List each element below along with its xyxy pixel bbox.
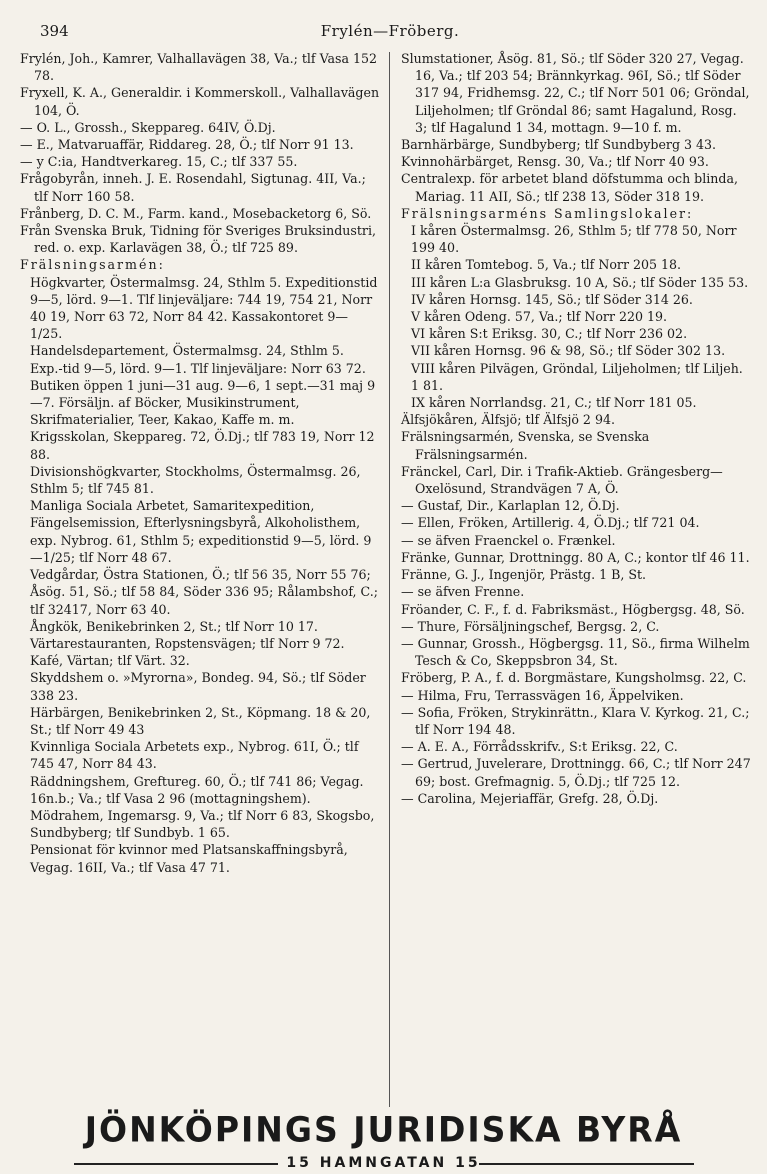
entry: — Carolina, Mejeriaffär, Grefg. 28, Ö.Dj. (401, 790, 659, 806)
entry: — O. L., Grossh., Skeppareg. 64IV, Ö.Dj. (20, 119, 276, 135)
running-title: Frylén—Fröberg. (320, 22, 460, 40)
decorative-rule (479, 1163, 694, 1165)
entry: — y C:ia, Handtverkareg. 15, C.; tlf 337 55. (20, 154, 298, 170)
entry: — Thure, Försäljningschef, Bergsg. 2, C. (401, 618, 660, 634)
entry: II kåren Tomtebog. 5, Va.; tlf Norr 205 18. (411, 257, 682, 273)
entry: Fränckel, Carl, Dir. i Trafik-Aktieb. Grängesberg—Oxelösund, Strandvägen 7 A, Ö. (401, 463, 723, 497)
entry: Ångkök, Benikebrinken 2, St.; tlf Norr 10 17. (30, 618, 318, 634)
entry: V kåren Odeng. 57, Va.; tlf Norr 220 19. (411, 309, 668, 325)
section-heading: Frälsningsarméns Samlingslokaler: (401, 205, 694, 221)
entry: Mödrahem, Ingemarsg. 9, Va.; tlf Norr 6 83, Skogsbo, Sundbyberg; tlf Sundbyb. 1 65. (30, 807, 375, 841)
entry: — Sofia, Fröken, Strykinrättn., Klara V. Kyrkog. 21, C.; tlf Norr 194 48. (401, 704, 750, 737)
entry: VII kåren Hornsg. 96 & 98, Sö.; tlf Söder 302 13. (411, 343, 726, 359)
entry: Krigsskolan, Skeppareg. 72, Ö.Dj.; tlf 783 19, Norr 12 88. (30, 429, 375, 462)
decorative-rule (74, 1163, 289, 1165)
right-column (401, 50, 751, 807)
entry: — se äfven Fraenckel o. Frænkel. (401, 532, 616, 548)
advertisement (0, 1110, 767, 1174)
entry: — E., Matvaruaffär, Riddareg. 28, Ö.; tlf Norr 91 13. (20, 137, 354, 153)
entry: Frågobyrån, inneh. J. E. Rosendahl, Sigtunag. 4II, Va.; tlf Norr 160 58. (20, 171, 366, 204)
entry: Vedgårdar, Östra Stationen, Ö.; tlf 56 35, Norr 55 76; Åsög. 51, Sö.; tlf 58 84, Söder 336 95; Rålambshof, C.; tlf 32417, Norr 63 40. (30, 567, 378, 617)
entry: — Gustaf, Dir., Karlaplan 12, Ö.Dj. (401, 498, 620, 514)
entry: Divisionshögkvarter, Stockholms, Östermalmsg. 26, Sthlm 5; tlf 745 81. (30, 463, 361, 497)
entry: Handelsdepartement, Östermalmsg. 24, Sthlm 5. Exp.-tid 9—5, lörd. 9—1. Tlf linjeväljare: Norr 63 72. Butiken öppen 1 juni—31 aug. 9—6, 1 sept.—31 maj 9—7. Försäljn. af Böcker, Musikinstrument, Skrifmaterialier, Teer, Kakao, Kaffe m. m. (30, 343, 376, 428)
entry: I kåren Östermalmsg. 26, Sthlm 5; tlf 778 50, Norr 199 40. (411, 223, 737, 256)
entry: — Ellen, Fröken, Artillerig. 4, Ö.Dj.; tlf 721 04. (401, 515, 700, 531)
entry: VIII kåren Pilvägen, Gröndal, Liljeholmen; tlf Liljeh. 1 81. (411, 360, 743, 393)
entry: Fröander, C. F., f. d. Fabriksmäst., Högbergsg. 48, Sö. (401, 601, 745, 617)
entry: — Hilma, Fru, Terrassvägen 16, Äppelviken. (401, 687, 684, 703)
entry: — A. E. A., Förrådsskrifv., S:t Eriksg. 22, C. (401, 739, 678, 755)
entry: Skyddshem o. »Myrorna», Bondeg. 94, Sö.; tlf Söder 338 23. (30, 670, 366, 703)
section-heading: Frälsningsarmén: (20, 257, 165, 273)
entry: Frälsningsarmén, Svenska, se Svenska Frälsningsarmén. (401, 429, 650, 462)
page-header (40, 22, 740, 44)
entry: Högkvarter, Östermalmsg. 24, Sthlm 5. Expeditionstid 9—5, lörd. 9—1. Tlf linjeväljare: 744 19, 754 21, Norr 40 19, Norr 63 72, Norr 84 42. Kassakontoret 9—1/25. (30, 274, 378, 342)
entry: VI kåren S:t Eriksg. 30, C.; tlf Norr 236 02. (411, 326, 688, 342)
page-number: 394 (40, 22, 69, 40)
entry: Kvinnliga Sociala Arbetets exp., Nybrog. 61I, Ö.; tlf 745 47, Norr 84 43. (30, 739, 359, 772)
entry: Räddningshem, Greftureg. 60, Ö.; tlf 741 86; Vegag. 16n.b.; Va.; tlf Vasa 2 96 (mottagningshem). (30, 773, 364, 806)
entry: — se äfven Frenne. (401, 584, 525, 600)
entry: — Gertrud, Juvelerare, Drottningg. 66, C.; tlf Norr 247 69; bost. Grefmagnig. 5, Ö.Dj.; tlf 725 12. (401, 756, 751, 789)
entry: Barnhärbärge, Sundbyberg; tlf Sundbyberg 3 43. (401, 137, 717, 153)
entry: Kvinnohärbärget, Rensg. 30, Va.; tlf Norr 40 93. (401, 154, 709, 170)
advert-address: 15 HAMNGATAN 15 (278, 1155, 488, 1171)
entry: Centralexp. för arbetet bland döfstumma och blinda, Mariag. 11 AII, Sö.; tlf 238 13, Söder 318 19. (401, 171, 738, 204)
entry: Pensionat för kvinnor med Platsanskaffningsbyrå, Vegag. 16II, Va.; tlf Vasa 47 71. (30, 842, 348, 875)
entry: Fränne, G. J., Ingenjör, Prästg. 1 B, St. (401, 567, 647, 583)
entry: IX kåren Norrlandsg. 21, C.; tlf Norr 181 05. (411, 395, 697, 411)
column-divider (389, 52, 390, 1107)
entry: Fröberg, P. A., f. d. Borgmästare, Kungsholmsg. 22, C. (401, 670, 747, 686)
entry: Värtarestauranten, Ropstensvägen; tlf Norr 9 72. Kafé, Värtan; tlf Värt. 32. (30, 635, 345, 669)
entry: Härbärgen, Benikebrinken 2, St., Köpmang. 18 & 20, St.; tlf Norr 49 43 (30, 704, 371, 737)
entry: Manliga Sociala Arbetet, Samaritexpedition, Fängelsemission, Efterlysningsbyrå, Alkoholisthem, exp. Nybrog. 61, Sthlm 5; expeditionstid 9—5, lörd. 9—1/25; tlf Norr 48 67. (30, 498, 372, 565)
advert-address-line (24, 1152, 744, 1174)
entry: Frylén, Joh., Kamrer, Valhallavägen 38, Va.; tlf Vasa 152 78. (20, 51, 378, 84)
entry: III kåren L:a Glasbruksg. 10 A, Sö.; tlf Söder 135 53. (411, 274, 749, 290)
entry: Fränke, Gunnar, Drottningg. 80 A, C.; kontor tlf 46 11. (401, 549, 750, 565)
entry: — Gunnar, Grossh., Högbergsg. 11, Sö., firma Wilhelm Tesch & Co, Skeppsbron 34, St. (401, 635, 750, 669)
entry: Slumstationer, Åsög. 81, Sö.; tlf Söder 320 27, Vegag. 16, Va.; tlf 203 54; Brännkyrkag. 96I, Sö.; tlf Söder 317 94, Fridhemsg. 22, C.; tlf Norr 501 06; Gröndal, Liljeholmen; tlf Gröndal 86; samt Hagalund, Rosg. 3; tlf Hagalund 1 34, mottagn. 9—10 f. m. (401, 51, 750, 135)
left-column (20, 50, 380, 876)
entry: Frånberg, D. C. M., Farm. kand., Mosebacketorg 6, Sö. (20, 205, 372, 221)
entry: Fryxell, K. A., Generaldir. i Kommerskoll., Valhallavägen 104, Ö. (20, 85, 380, 118)
advert-title: JÖNKÖPINGS JURIDISKA BYRÅ (84, 1109, 683, 1150)
entry: Älfsjökåren, Älfsjö; tlf Älfsjö 2 94. (401, 412, 615, 428)
entry: Från Svenska Bruk, Tidning för Sveriges Bruksindustri, red. o. exp. Karlavägen 38, Ö.; tlf 725 89. (20, 223, 376, 256)
entry: IV kåren Hornsg. 145, Sö.; tlf Söder 314 26. (411, 291, 693, 307)
